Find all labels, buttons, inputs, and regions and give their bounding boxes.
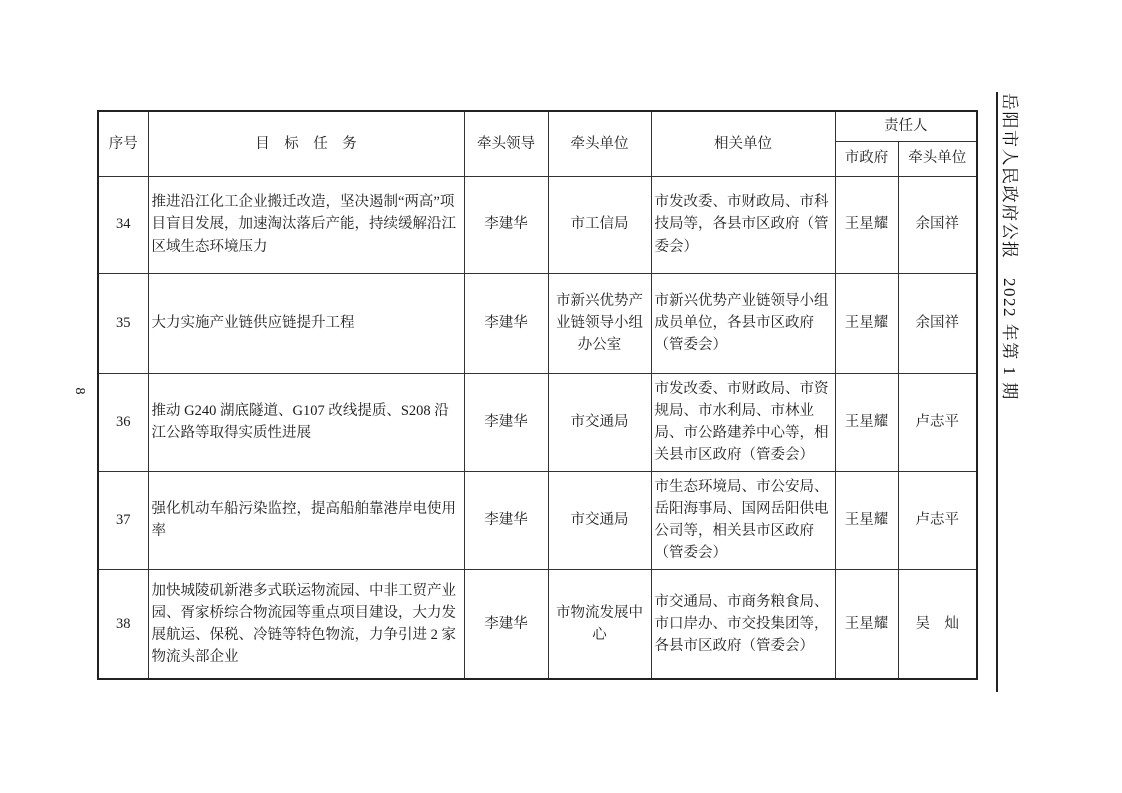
- header-leader: 牵头领导: [464, 111, 548, 176]
- header-responsible: 责任人: [835, 111, 977, 141]
- row-no: 34: [98, 176, 148, 273]
- table-header: [98, 111, 977, 176]
- row-responsible-unit: 卢志平: [898, 471, 977, 569]
- page-number: 8: [72, 387, 87, 395]
- row-related-units: 市新兴优势产业链领导小组成员单位，各县市区政府（管委会）: [651, 273, 835, 373]
- row-lead-unit: 市新兴优势产业链领导小组办公室: [548, 273, 651, 373]
- row-leader: 李建华: [464, 273, 548, 373]
- row-lead-unit: 市物流发展中心: [548, 569, 651, 679]
- table-row: [98, 273, 977, 373]
- row-responsible-unit: 余国祥: [898, 176, 977, 273]
- header-no: 序号: [98, 111, 148, 176]
- row-task: 大力实施产业链供应链提升工程: [148, 273, 464, 373]
- row-responsible-unit: 卢志平: [898, 373, 977, 471]
- row-responsible-gov: 王星耀: [835, 471, 898, 569]
- table-row: [98, 471, 977, 569]
- row-leader: 李建华: [464, 471, 548, 569]
- row-leader: 李建华: [464, 569, 548, 679]
- row-responsible-gov: 王星耀: [835, 176, 898, 273]
- row-task: 推进沿江化工企业搬迁改造，坚决遏制“两高”项目盲目发展，加速淘汰落后产能，持续缓解沿江区域生态环境压力: [148, 176, 464, 273]
- gazette-divider-rule: [996, 92, 998, 692]
- row-responsible-gov: 王星耀: [835, 273, 898, 373]
- row-leader: 李建华: [464, 373, 548, 471]
- row-task: 加快城陵矶新港多式联运物流园、中非工贸产业园、胥家桥综合物流园等重点项目建设，大力发展航运、保税、冷链等特色物流，力争引进 2 家物流头部企业: [148, 569, 464, 679]
- row-related-units: 市交通局、市商务粮食局、市口岸办、市交投集团等，各县市区政府（管委会）: [651, 569, 835, 679]
- header-lead-unit: 牵头单位: [548, 111, 651, 176]
- row-no: 35: [98, 273, 148, 373]
- row-responsible-gov: 王星耀: [835, 569, 898, 679]
- row-lead-unit: 市工信局: [548, 176, 651, 273]
- gazette-title-vertical: 岳阳市人民政府公报 2022 年第 1 期: [1000, 93, 1019, 401]
- header-responsible-unit: 牵头单位: [898, 141, 977, 176]
- row-no: 36: [98, 373, 148, 471]
- table-row: [98, 373, 977, 471]
- row-lead-unit: 市交通局: [548, 373, 651, 471]
- row-responsible-unit: 余国祥: [898, 273, 977, 373]
- row-related-units: 市发改委、市财政局、市资规局、市水利局、市林业局、市公路建养中心等，相关县市区政府（管委会）: [651, 373, 835, 471]
- row-task: 强化机动车船污染监控，提高船舶靠港岸电使用率: [148, 471, 464, 569]
- row-no: 37: [98, 471, 148, 569]
- header-related-units: 相关单位: [651, 111, 835, 176]
- row-responsible-unit: 吴 灿: [898, 569, 977, 679]
- tasks-table-container: [97, 110, 976, 680]
- row-task: 推动 G240 湖底隧道、G107 改线提质、S208 沿江公路等取得实质性进展: [148, 373, 464, 471]
- row-no: 38: [98, 569, 148, 679]
- header-task: 目 标 任 务: [148, 111, 464, 176]
- table-row: [98, 176, 977, 273]
- tasks-table: [97, 110, 978, 680]
- row-leader: 李建华: [464, 176, 548, 273]
- row-lead-unit: 市交通局: [548, 471, 651, 569]
- row-responsible-gov: 王星耀: [835, 373, 898, 471]
- row-related-units: 市发改委、市财政局、市科技局等，各县市区政府（管委会）: [651, 176, 835, 273]
- row-related-units: 市生态环境局、市公安局、岳阳海事局、国网岳阳供电公司等，相关县市区政府（管委会）: [651, 471, 835, 569]
- table-row: [98, 569, 977, 679]
- header-responsible-gov: 市政府: [835, 141, 898, 176]
